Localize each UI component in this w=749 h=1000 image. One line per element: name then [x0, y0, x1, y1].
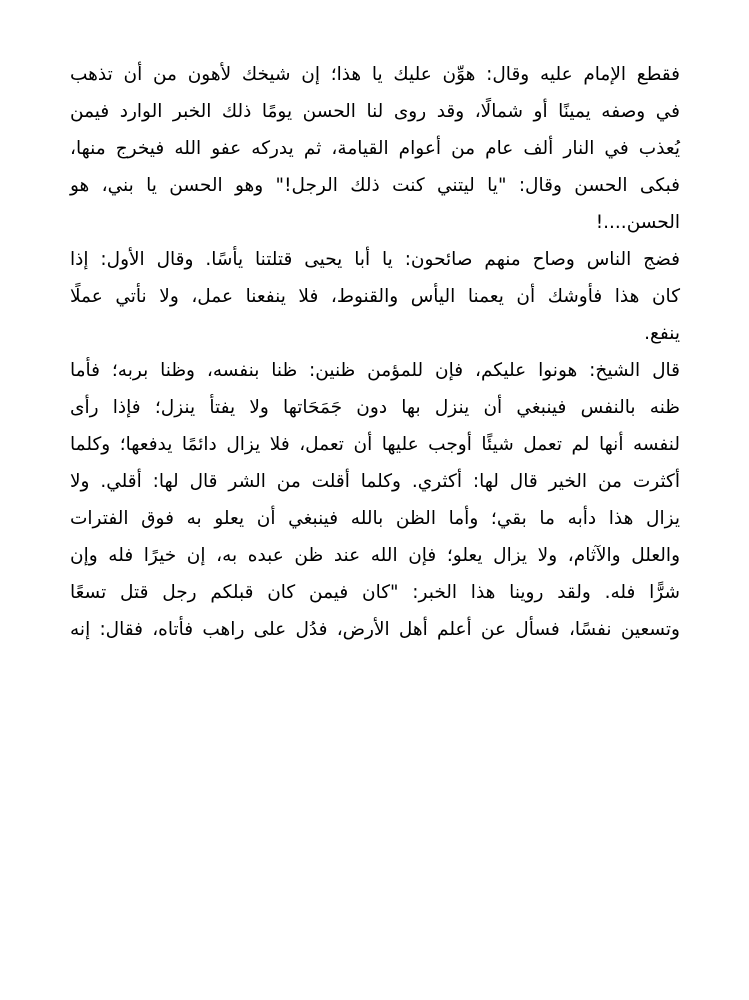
text-line: وتسعين نفسًا، فسأل عن أعلم أهل الأرض، فدُل على راهب فأتاه، فقال: إنه [70, 619, 680, 640]
paragraph-1 [70, 56, 680, 241]
text-line: شرًّا فله. ولقد روينا هذا الخبر: "كان فيمن كان قبلكم رجل قتل تسعًا [70, 582, 680, 603]
text-line: في وصفه يمينًا أو شمالًا، وقد روى لنا الحسن يومًا ذلك الخبر الوارد فيمن [70, 101, 680, 122]
paragraph-3 [70, 352, 680, 648]
text-line: فبكى الحسن وقال: "يا ليتني كنت ذلك الرجل!" وهو الحسن يا بني، هو [70, 175, 680, 196]
document-page [70, 56, 680, 648]
text-line: فضج الناس وصاح منهم صائحون: يا أبا يحيى قتلتنا يأسًا. وقال الأول: إذا [70, 249, 680, 270]
text-line: أكثرت من الخير قال لها: أكثري. وكلما أقلت من الشر قال لها: أقلي. ولا [70, 471, 680, 492]
text-line: الحسن....! [595, 212, 680, 233]
text-line: قال الشيخ: هونوا عليكم، فإن للمؤمن ظنين: ظنا بنفسه، وظنا بربه؛ فأما [70, 360, 680, 381]
text-line: يزال هذا دأبه ما بقي؛ وأما الظن بالله فينبغي أن يعلو به فوق الفترات [70, 508, 680, 529]
text-line: يُعذب في النار ألف عام من أعوام القيامة، ثم يدركه عفو الله فيخرج منها، [70, 138, 680, 159]
text-line: ظنه بالنفس فينبغي أن ينزل بها دون جَمَحَاتها ولا يفتأ ينزل؛ فإذا رأى [70, 397, 680, 418]
text-line: لنفسه أنها لم تعمل شيئًا أوجب عليها أن تعمل، فلا يزال دائمًا يدفعها؛ وكلما [70, 434, 680, 455]
text-line: والعلل والآثام، ولا يزال يعلو؛ فإن الله عند ظن عبده به، إن خيرًا فله وإن [70, 545, 680, 566]
text-line: كان هذا فأوشك أن يعمنا اليأس والقنوط، فلا ينفعنا عمل، ولا نأتي عملًا [70, 286, 680, 307]
paragraph-2 [70, 241, 680, 352]
text-line: ينفع. [644, 323, 680, 344]
text-line: فقطع الإمام عليه وقال: هوِّن عليك يا هذا؛ إن شيخك لأهون من أن تذهب [70, 64, 680, 85]
